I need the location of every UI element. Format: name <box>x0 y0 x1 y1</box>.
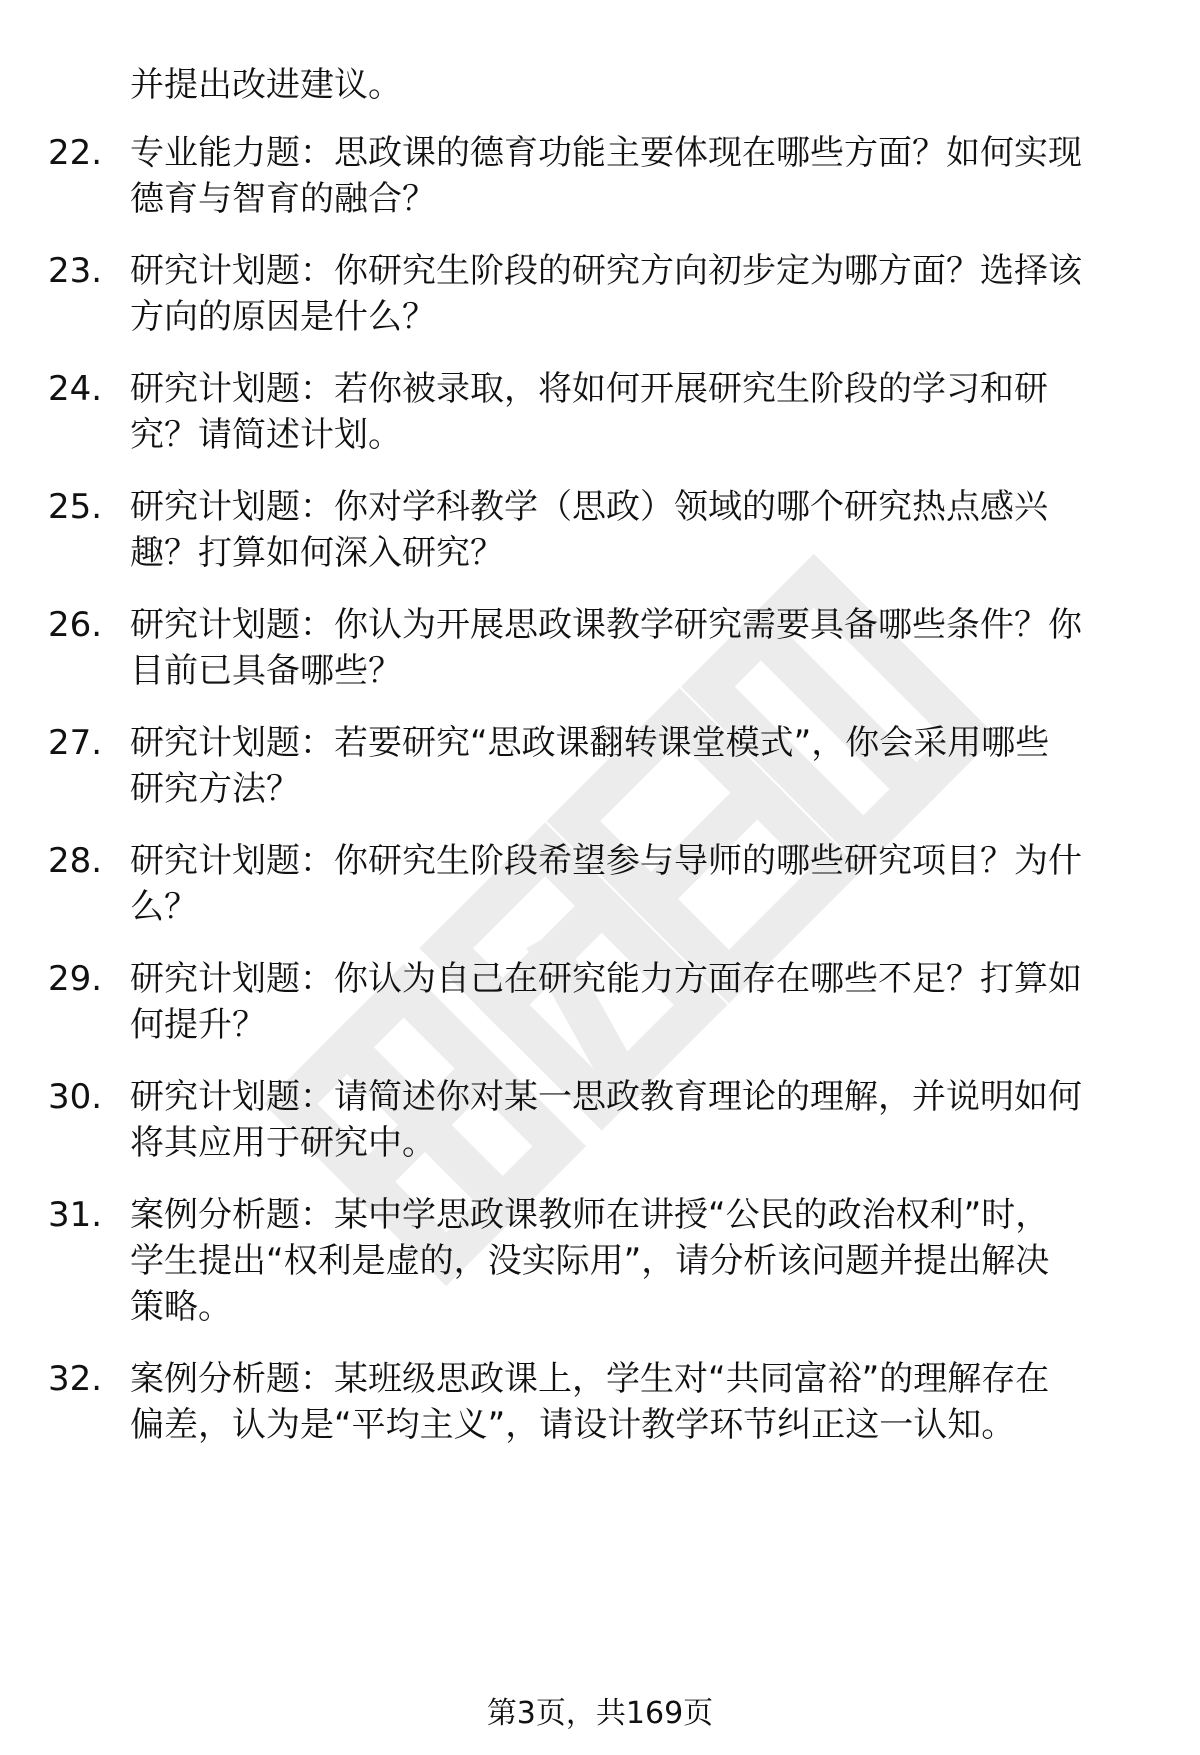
question-number: 32. <box>48 1359 103 1399</box>
question-text-line: 研究计划题：若你被录取，将如何开展研究生阶段的学习和研 <box>130 369 1048 409</box>
question-text-line: 案例分析题：某班级思政课上，学生对“共同富裕”的理解存在 <box>130 1359 1050 1399</box>
question-text-line: 策略。 <box>130 1287 232 1327</box>
page-footer: 第3页，共169页 <box>486 1696 714 1731</box>
question-text-line: 学生提出“权利是虚的，没实际用”，请分析该问题并提出解决 <box>130 1241 1050 1281</box>
question-number: 24. <box>48 369 103 409</box>
question-number: 29. <box>48 959 103 999</box>
question-text-line: 研究计划题：你研究生阶段希望参与导师的哪些研究项目？为什 <box>130 841 1082 881</box>
question-text-line: 研究计划题：请简述你对某一思政教育理论的理解，并说明如何 <box>130 1077 1082 1117</box>
question-text-line: 案例分析题：某中学思政课教师在讲授“公民的政治权利”时， <box>130 1195 1050 1235</box>
question-number: 30. <box>48 1077 103 1117</box>
question-number: 23. <box>48 251 103 291</box>
question-text-line: 何提升？ <box>130 1005 266 1045</box>
question-text-line: 德育与智育的融合？ <box>130 179 436 219</box>
question-number: 26. <box>48 605 103 645</box>
question-text-line: 方向的原因是什么？ <box>130 297 436 337</box>
question-text-line: 研究计划题：你对学科教学（思政）领域的哪个研究热点感兴 <box>130 487 1048 527</box>
question-text-line: 目前已具备哪些？ <box>130 651 402 691</box>
question-text-line: 研究计划题：若要研究“思政课翻转课堂模式”，你会采用哪些 <box>130 723 1050 763</box>
question-text-line: 研究方法？ <box>130 769 300 809</box>
question-text-line: 研究计划题：你研究生阶段的研究方向初步定为哪方面？选择该 <box>130 251 1082 291</box>
question-text-line: 么？ <box>130 887 198 927</box>
question-text-line: 趣？打算如何深入研究？ <box>130 533 504 573</box>
question-text-line: 研究计划题：你认为自己在研究能力方面存在哪些不足？打算如 <box>130 959 1082 999</box>
question-number: 27. <box>48 723 103 763</box>
question-text-line: 专业能力题：思政课的德育功能主要体现在哪些方面？如何实现 <box>130 133 1082 173</box>
continuation-line: 并提出改进建议。 <box>130 65 402 105</box>
question-text-line: 究？请简述计划。 <box>130 415 402 455</box>
question-number: 31. <box>48 1195 103 1235</box>
question-number: 22. <box>48 133 103 173</box>
question-number: 28. <box>48 841 103 881</box>
question-text-line: 研究计划题：你认为开展思政课教学研究需要具备哪些条件？你 <box>130 605 1082 645</box>
question-number: 25. <box>48 487 103 527</box>
question-text-line: 将其应用于研究中。 <box>130 1123 436 1163</box>
question-text-line: 偏差，认为是“平均主义”，请设计教学环节纠正这一认知。 <box>130 1405 1016 1445</box>
